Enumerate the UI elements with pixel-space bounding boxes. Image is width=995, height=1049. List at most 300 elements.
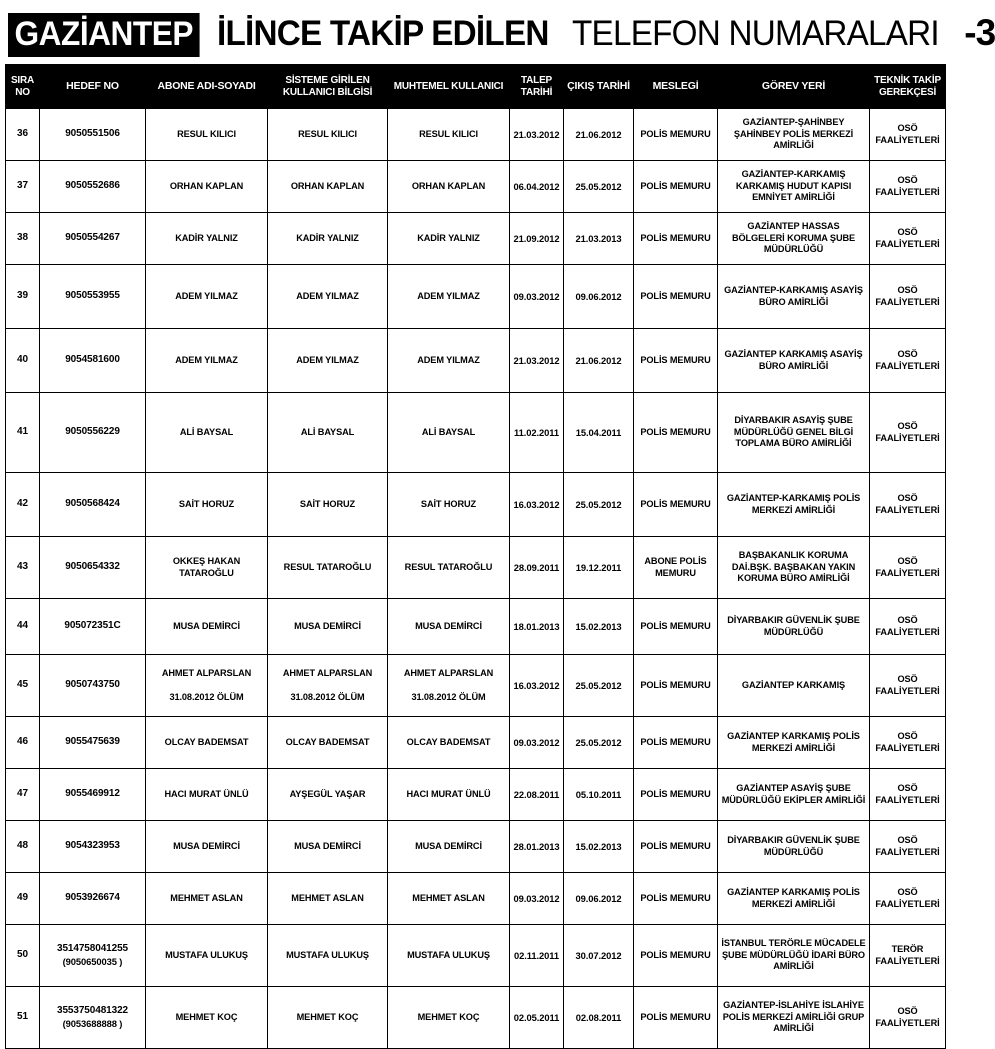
- cell-cikis-tarihi: [564, 925, 634, 987]
- cell-muhtemel-kullanici-value: AHMET ALPARSLAN: [403, 668, 494, 678]
- cell-meslegi-value: POLİS MEMURU: [640, 498, 711, 509]
- col-header-line: MESLEGİ: [652, 79, 699, 92]
- cell-gorev-yeri: [718, 473, 870, 537]
- page-title: [0, 0, 995, 64]
- cell-sisteme-girilen-kullanici-value: ORHAN KAPLAN: [290, 180, 365, 191]
- cell-hedef-no: [40, 213, 146, 265]
- cell-cikis-tarihi: [564, 599, 634, 655]
- cell-meslegi-value: POLİS MEMURU: [640, 426, 711, 437]
- cell-gorev-yeri: [718, 265, 870, 329]
- col-header-sira-no: [6, 65, 40, 109]
- cell-cikis-tarihi: [564, 473, 634, 537]
- cell-meslegi: [634, 821, 718, 873]
- cell-teknik-takip-gerekcesi: [870, 213, 946, 265]
- table-row: [6, 393, 946, 473]
- table-row: [6, 329, 946, 393]
- cell-hedef-no-value: 9050551506: [65, 128, 120, 140]
- cell-hedef-no-value: 9050568424: [65, 498, 120, 510]
- cell-sisteme-girilen-kullanici: [268, 265, 388, 329]
- col-header-meslegi: [634, 65, 718, 109]
- cell-muhtemel-kullanici: [388, 873, 510, 925]
- table-header: [6, 65, 946, 109]
- cell-cikis-tarihi: [564, 769, 634, 821]
- cell-hedef-no: [40, 537, 146, 599]
- title-bold-part: İLİNCE TAKİP EDİLEN: [216, 14, 549, 53]
- cell-gorev-yeri: [718, 109, 870, 161]
- cell-abone-adi-soyadi-value: OKKEŞ HAKAN TATAROĞLU: [172, 556, 241, 578]
- cell-cikis-tarihi-value: 25.05.2012: [575, 180, 622, 192]
- cell-teknik-takip-gerekcesi-value: OSÖ FAALİYETLERİ: [875, 674, 940, 696]
- cell-sisteme-girilen-kullanici-value: RESUL TATAROĞLU: [283, 561, 372, 572]
- cell-sira-no: [6, 599, 40, 655]
- cell-teknik-takip-gerekcesi-value: OSÖ FAALİYETLERİ: [875, 887, 940, 909]
- cell-muhtemel-kullanici-value: RESUL TATAROĞLU: [404, 561, 493, 572]
- cell-sira-no-value: 50: [17, 949, 28, 961]
- cell-hedef-no-value: 9054323953: [65, 840, 120, 852]
- cell-teknik-takip-gerekcesi: [870, 329, 946, 393]
- cell-muhtemel-kullanici-value: MEHMET KOÇ: [417, 1011, 480, 1022]
- col-header-gorev-yeri: [718, 65, 870, 109]
- table-row: [6, 987, 946, 1049]
- cell-sisteme-girilen-kullanici: [268, 393, 388, 473]
- cell-sisteme-girilen-kullanici-value: ADEM YILMAZ: [296, 354, 359, 365]
- cell-hedef-no: [40, 925, 146, 987]
- cell-muhtemel-kullanici-value: MUSTAFA ULUKUŞ: [407, 949, 490, 960]
- cell-sira-no-value: 47: [17, 788, 28, 800]
- cell-gorev-yeri-value: GAZİANTEP-KARKAMIŞ KARKAMIŞ HUDUT KAPISI EMNİYET AMİRLİĞİ: [735, 169, 852, 203]
- cell-sira-no-value: 41: [17, 426, 28, 438]
- cell-meslegi-value: POLİS MEMURU: [640, 180, 711, 191]
- cell-cikis-tarihi: [564, 393, 634, 473]
- cell-gorev-yeri: [718, 599, 870, 655]
- cell-teknik-takip-gerekcesi: [870, 473, 946, 537]
- cell-talep-tarihi-value: 16.03.2012: [513, 679, 560, 691]
- cell-sisteme-girilen-kullanici-value: OLCAY BADEMSAT: [285, 736, 370, 747]
- cell-sira-no-value: 45: [17, 679, 28, 691]
- table-row: [6, 655, 946, 717]
- cell-hedef-no-value: 9050556229: [65, 426, 120, 438]
- table-row: [6, 873, 946, 925]
- cell-gorev-yeri-value: GAZİANTEP-İSLAHİYE İSLAHİYE POLİS MERKEZİ AMİRLİĞİ GRUP AMİRLİĞİ: [722, 1000, 865, 1034]
- cell-cikis-tarihi: [564, 873, 634, 925]
- cell-cikis-tarihi-value: 21.03.2013: [575, 232, 622, 244]
- cell-sisteme-girilen-kullanici: [268, 537, 388, 599]
- cell-sisteme-girilen-kullanici-value: MUSA DEMİRCİ: [294, 840, 361, 851]
- cell-sisteme-girilen-kullanici: [268, 161, 388, 213]
- cell-sira-no: [6, 393, 40, 473]
- cell-cikis-tarihi: [564, 329, 634, 393]
- table-row: [6, 821, 946, 873]
- cell-teknik-takip-gerekcesi: [870, 925, 946, 987]
- cell-sisteme-girilen-kullanici-value: ALİ BAYSAL: [300, 426, 355, 437]
- col-header-cikis-tarihi: [564, 65, 634, 109]
- cell-hedef-no-value: 9054581600: [65, 354, 120, 366]
- cell-hedef-no-value: 9050654332: [65, 561, 120, 573]
- cell-muhtemel-kullanici-value: ALİ BAYSAL: [421, 426, 476, 437]
- cell-abone-adi-soyadi: [146, 873, 268, 925]
- cell-sira-no: [6, 161, 40, 213]
- cell-gorev-yeri: [718, 925, 870, 987]
- cell-gorev-yeri-value: GAZİANTEP-ŞAHİNBEY ŞAHİNBEY POLİS MERKEZİ AMİRLİĞİ: [733, 117, 854, 151]
- phone-tracking-table: [5, 64, 946, 1049]
- cell-gorev-yeri-value: GAZİANTEP KARKAMIŞ POLİS MERKEZİ AMİRLİĞİ: [727, 731, 860, 753]
- cell-teknik-takip-gerekcesi-value: OSÖ FAALİYETLERİ: [875, 835, 940, 857]
- cell-meslegi: [634, 873, 718, 925]
- cell-muhtemel-kullanici: [388, 987, 510, 1049]
- cell-meslegi-value: POLİS MEMURU: [640, 949, 711, 960]
- cell-talep-tarihi-value: 06.04.2012: [513, 180, 560, 192]
- cell-talep-tarihi-value: 02.05.2011: [513, 1011, 560, 1023]
- cell-hedef-no: [40, 821, 146, 873]
- cell-gorev-yeri: [718, 987, 870, 1049]
- cell-sisteme-girilen-kullanici-value: MEHMET KOÇ: [296, 1011, 359, 1022]
- cell-sira-no: [6, 873, 40, 925]
- cell-sira-no: [6, 473, 40, 537]
- cell-cikis-tarihi: [564, 717, 634, 769]
- cell-cikis-tarihi-value: 09.06.2012: [575, 892, 622, 904]
- cell-abone-adi-soyadi: [146, 473, 268, 537]
- cell-cikis-tarihi-value: 25.05.2012: [575, 679, 622, 691]
- col-header-abone-adi-soyadi: [146, 65, 268, 109]
- cell-meslegi: [634, 393, 718, 473]
- cell-meslegi-value: POLİS MEMURU: [640, 128, 711, 139]
- cell-abone-adi-soyadi: [146, 329, 268, 393]
- cell-cikis-tarihi-value: 25.05.2012: [575, 736, 622, 748]
- cell-muhtemel-kullanici-value: MUSA DEMİRCİ: [415, 840, 482, 851]
- cell-sira-no-value: 43: [17, 561, 28, 573]
- cell-abone-adi-soyadi-value: RESUL KILICI: [177, 128, 236, 139]
- cell-talep-tarihi-value: 09.03.2012: [513, 736, 560, 748]
- cell-teknik-takip-gerekcesi-value: OSÖ FAALİYETLERİ: [875, 556, 940, 578]
- cell-cikis-tarihi-value: 15.02.2013: [575, 620, 622, 632]
- cell-sira-no-value: 40: [17, 354, 28, 366]
- cell-gorev-yeri-value: İSTANBUL TERÖRLE MÜCADELE ŞUBE MÜDÜRLÜĞÜ İDARİ BÜRO AMİRLİĞİ: [721, 938, 866, 972]
- cell-muhtemel-kullanici-value: MUSA DEMİRCİ: [415, 620, 482, 631]
- table-body: [6, 109, 946, 1049]
- cell-teknik-takip-gerekcesi: [870, 655, 946, 717]
- cell-sira-no: [6, 821, 40, 873]
- cell-hedef-no-value: 3553750481322: [57, 1005, 128, 1017]
- col-header-line: TALEP: [520, 75, 553, 87]
- cell-meslegi: [634, 987, 718, 1049]
- cell-teknik-takip-gerekcesi-value: OSÖ FAALİYETLERİ: [875, 349, 940, 371]
- cell-cikis-tarihi: [564, 655, 634, 717]
- cell-hedef-no: [40, 655, 146, 717]
- cell-meslegi-value: POLİS MEMURU: [640, 788, 711, 799]
- table-row: [6, 473, 946, 537]
- cell-sisteme-girilen-kullanici: [268, 925, 388, 987]
- cell-meslegi: [634, 473, 718, 537]
- cell-meslegi-value: ABONE POLİS MEMURU: [644, 556, 707, 578]
- cell-sisteme-girilen-kullanici: [268, 717, 388, 769]
- table-row: [6, 599, 946, 655]
- cell-teknik-takip-gerekcesi-value: OSÖ FAALİYETLERİ: [875, 175, 940, 197]
- cell-abone-adi-soyadi: [146, 109, 268, 161]
- cell-abone-adi-soyadi: [146, 161, 268, 213]
- cell-hedef-no: [40, 599, 146, 655]
- cell-talep-tarihi: [510, 769, 564, 821]
- cell-hedef-no-value: 9055469912: [65, 788, 120, 800]
- cell-hedef-no-value: 9053926674: [65, 892, 120, 904]
- table-row: [6, 109, 946, 161]
- cell-teknik-takip-gerekcesi: [870, 873, 946, 925]
- cell-abone-adi-soyadi-value: MEHMET ASLAN: [170, 892, 243, 903]
- cell-sisteme-girilen-kullanici-value: MEHMET ASLAN: [291, 892, 364, 903]
- cell-abone-adi-soyadi-value: MEHMET KOÇ: [175, 1011, 238, 1022]
- cell-sira-no: [6, 329, 40, 393]
- cell-abone-adi-soyadi: [146, 925, 268, 987]
- cell-muhtemel-kullanici-value: OLCAY BADEMSAT: [406, 736, 491, 747]
- title-highlight-city: GAZİANTEP: [8, 13, 200, 57]
- cell-talep-tarihi: [510, 821, 564, 873]
- cell-talep-tarihi-value: 11.02.2011: [514, 426, 559, 438]
- cell-gorev-yeri-value: GAZİANTEP HASSAS BÖLGELERİ KORUMA ŞUBE MÜDÜRLÜĞÜ: [731, 221, 856, 255]
- cell-meslegi: [634, 161, 718, 213]
- cell-talep-tarihi-value: 09.03.2012: [513, 892, 560, 904]
- col-header-line: SİSTEME GİRİLEN: [285, 75, 370, 87]
- cell-teknik-takip-gerekcesi-value: OSÖ FAALİYETLERİ: [875, 1006, 940, 1028]
- cell-sisteme-girilen-kullanici-value: KADİR YALNIZ: [296, 232, 359, 243]
- cell-sira-no: [6, 987, 40, 1049]
- col-header-line: NO: [15, 86, 30, 98]
- cell-gorev-yeri: [718, 213, 870, 265]
- cell-sira-no-value: 51: [17, 1011, 28, 1023]
- cell-cikis-tarihi: [564, 537, 634, 599]
- title-light-part: TELEFON NUMARALARI: [572, 14, 939, 53]
- col-header-line: MUHTEMEL KULLANICI: [393, 80, 504, 92]
- cell-teknik-takip-gerekcesi-value: OSÖ FAALİYETLERİ: [875, 615, 940, 637]
- cell-abone-adi-soyadi-value: ADEM YILMAZ: [175, 354, 238, 365]
- cell-gorev-yeri: [718, 769, 870, 821]
- cell-sira-no-value: 44: [17, 620, 28, 632]
- cell-hedef-no: [40, 161, 146, 213]
- cell-sisteme-girilen-kullanici-value: RESUL KILICI: [298, 128, 357, 139]
- cell-sira-no-value: 38: [17, 232, 28, 244]
- col-header-line: TEKNİK TAKİP: [874, 75, 941, 87]
- cell-cikis-tarihi-value: 21.06.2012: [575, 128, 622, 140]
- cell-talep-tarihi: [510, 873, 564, 925]
- cell-sira-no-value: 49: [17, 892, 28, 904]
- cell-abone-adi-soyadi: [146, 987, 268, 1049]
- col-header-line: ÇIKIŞ TARİHİ: [567, 79, 630, 92]
- cell-talep-tarihi: [510, 599, 564, 655]
- cell-hedef-no-secondary: (9053688888 ): [62, 1017, 123, 1029]
- cell-sisteme-girilen-kullanici: [268, 987, 388, 1049]
- cell-hedef-no: [40, 109, 146, 161]
- cell-muhtemel-kullanici: [388, 655, 510, 717]
- cell-gorev-yeri: [718, 161, 870, 213]
- cell-cikis-tarihi-value: 02.08.2011: [575, 1011, 622, 1023]
- cell-talep-tarihi-value: 18.01.2013: [513, 620, 560, 632]
- cell-sira-no: [6, 213, 40, 265]
- cell-cikis-tarihi: [564, 161, 634, 213]
- cell-gorev-yeri-value: GAZİANTEP-KARKAMIŞ ASAYİŞ BÜRO AMİRLİĞİ: [724, 285, 863, 307]
- cell-gorev-yeri: [718, 873, 870, 925]
- cell-talep-tarihi: [510, 393, 564, 473]
- cell-meslegi: [634, 109, 718, 161]
- cell-muhtemel-kullanici: [388, 717, 510, 769]
- cell-teknik-takip-gerekcesi: [870, 109, 946, 161]
- cell-talep-tarihi: [510, 987, 564, 1049]
- cell-teknik-takip-gerekcesi: [870, 769, 946, 821]
- cell-gorev-yeri-value: GAZİANTEP ASAYİŞ ŞUBE MÜDÜRLÜĞÜ EKİPLER AMİRLİĞİ: [721, 783, 866, 805]
- cell-abone-adi-soyadi: [146, 393, 268, 473]
- cell-cikis-tarihi-value: 15.02.2013: [575, 840, 622, 852]
- cell-hedef-no: [40, 873, 146, 925]
- cell-meslegi-value: POLİS MEMURU: [640, 679, 711, 690]
- cell-teknik-takip-gerekcesi-value: OSÖ FAALİYETLERİ: [875, 421, 940, 443]
- cell-sisteme-girilen-kullanici: [268, 655, 388, 717]
- title-part-number: -3: [964, 12, 995, 53]
- cell-talep-tarihi: [510, 925, 564, 987]
- cell-abone-adi-soyadi: [146, 655, 268, 717]
- cell-abone-adi-soyadi: [146, 769, 268, 821]
- cell-cikis-tarihi-value: 21.06.2012: [575, 354, 622, 366]
- cell-meslegi: [634, 599, 718, 655]
- cell-cikis-tarihi-value: 19.12.2011: [575, 561, 622, 573]
- cell-hedef-no: [40, 473, 146, 537]
- cell-talep-tarihi-value: 28.01.2013: [513, 840, 560, 852]
- col-header-muhtemel-kullanici: [388, 65, 510, 109]
- cell-hedef-no: [40, 393, 146, 473]
- cell-abone-adi-soyadi-value: AHMET ALPARSLAN: [161, 668, 252, 678]
- cell-gorev-yeri: [718, 655, 870, 717]
- cell-hedef-no-value: 3514758041255: [57, 943, 128, 955]
- cell-talep-tarihi: [510, 537, 564, 599]
- cell-sira-no-value: 39: [17, 290, 28, 302]
- cell-hedef-no-value: 9050553955: [65, 290, 120, 302]
- cell-talep-tarihi-value: 28.09.2011: [513, 561, 560, 573]
- cell-talep-tarihi: [510, 213, 564, 265]
- cell-muhtemel-kullanici-value: MEHMET ASLAN: [412, 892, 485, 903]
- cell-muhtemel-kullanici: [388, 537, 510, 599]
- cell-abone-adi-soyadi-value: KADİR YALNIZ: [175, 232, 238, 243]
- cell-sisteme-girilen-kullanici: [268, 599, 388, 655]
- cell-muhtemel-kullanici-value: HACI MURAT ÜNLÜ: [406, 788, 491, 799]
- cell-sira-no: [6, 655, 40, 717]
- cell-talep-tarihi: [510, 329, 564, 393]
- cell-talep-tarihi-value: 21.03.2012: [513, 354, 560, 366]
- cell-muhtemel-kullanici: [388, 213, 510, 265]
- cell-gorev-yeri-value: GAZİANTEP KARKAMIŞ: [741, 679, 846, 690]
- cell-meslegi: [634, 769, 718, 821]
- cell-sisteme-girilen-kullanici: [268, 213, 388, 265]
- cell-teknik-takip-gerekcesi-value: OSÖ FAALİYETLERİ: [875, 123, 940, 145]
- cell-meslegi: [634, 717, 718, 769]
- cell-muhtemel-kullanici: [388, 393, 510, 473]
- cell-sira-no: [6, 109, 40, 161]
- col-header-talep-tarihi: [510, 65, 564, 109]
- cell-teknik-takip-gerekcesi: [870, 717, 946, 769]
- cell-muhtemel-kullanici-value: RESUL KILICI: [419, 128, 478, 139]
- cell-muhtemel-kullanici: [388, 109, 510, 161]
- col-header-line: HEDEF NO: [66, 79, 119, 92]
- col-header-line: TARİHİ: [520, 86, 553, 98]
- cell-abone-adi-soyadi-value: ADEM YILMAZ: [175, 290, 238, 301]
- cell-abone-adi-soyadi: [146, 537, 268, 599]
- cell-meslegi-value: POLİS MEMURU: [640, 892, 711, 903]
- cell-gorev-yeri-value: DİYARBAKIR GÜVENLİK ŞUBE MÜDÜRLÜĞÜ: [727, 835, 860, 857]
- cell-hedef-no-value: 9050554267: [65, 232, 120, 244]
- cell-gorev-yeri-value: GAZİANTEP-KARKAMIŞ POLİS MERKEZİ AMİRLİĞİ: [726, 493, 861, 515]
- cell-sira-no: [6, 925, 40, 987]
- cell-gorev-yeri-value: DİYARBAKIR GÜVENLİK ŞUBE MÜDÜRLÜĞÜ: [727, 615, 860, 637]
- table-row: [6, 717, 946, 769]
- table-row: [6, 265, 946, 329]
- table-row: [6, 161, 946, 213]
- cell-cikis-tarihi: [564, 109, 634, 161]
- col-header-sisteme-girilen-kullanici-bilgisi: [268, 65, 388, 109]
- cell-sira-no-value: 37: [17, 180, 28, 192]
- cell-muhtemel-kullanici-secondary: 31.08.2012 ÖLÜM: [411, 691, 486, 702]
- cell-muhtemel-kullanici: [388, 329, 510, 393]
- cell-gorev-yeri: [718, 393, 870, 473]
- cell-cikis-tarihi-value: 15.04.2011: [575, 426, 622, 438]
- cell-abone-adi-soyadi: [146, 265, 268, 329]
- cell-gorev-yeri: [718, 329, 870, 393]
- cell-gorev-yeri: [718, 821, 870, 873]
- cell-teknik-takip-gerekcesi-value: OSÖ FAALİYETLERİ: [875, 285, 940, 307]
- cell-meslegi: [634, 213, 718, 265]
- cell-cikis-tarihi-value: 09.06.2012: [575, 290, 622, 302]
- cell-gorev-yeri-value: GAZİANTEP KARKAMIŞ ASAYİŞ BÜRO AMİRLİĞİ: [724, 349, 863, 371]
- cell-muhtemel-kullanici-value: SAİT HORUZ: [420, 498, 477, 509]
- col-header-line: ABONE ADI-SOYADI: [157, 79, 256, 92]
- cell-meslegi: [634, 537, 718, 599]
- col-header-hedef-no: [40, 65, 146, 109]
- cell-muhtemel-kullanici: [388, 473, 510, 537]
- cell-sisteme-girilen-kullanici: [268, 769, 388, 821]
- cell-cikis-tarihi-value: 05.10.2011: [575, 788, 622, 800]
- cell-sisteme-girilen-kullanici-value: AYŞEGÜL YAŞAR: [289, 788, 366, 799]
- cell-sisteme-girilen-kullanici: [268, 329, 388, 393]
- cell-talep-tarihi: [510, 655, 564, 717]
- cell-cikis-tarihi: [564, 821, 634, 873]
- cell-hedef-no-value: 9050743750: [65, 679, 120, 691]
- cell-meslegi: [634, 655, 718, 717]
- cell-sisteme-girilen-kullanici: [268, 473, 388, 537]
- cell-sira-no-value: 46: [17, 736, 28, 748]
- cell-sisteme-girilen-kullanici: [268, 821, 388, 873]
- cell-abone-adi-soyadi-value: ALİ BAYSAL: [179, 426, 234, 437]
- cell-teknik-takip-gerekcesi-value: OSÖ FAALİYETLERİ: [875, 493, 940, 515]
- cell-abone-adi-soyadi-value: OLCAY BADEMSAT: [164, 736, 249, 747]
- cell-sisteme-girilen-kullanici: [268, 109, 388, 161]
- cell-meslegi: [634, 925, 718, 987]
- col-header-teknik-takip-gerekcesi: [870, 65, 946, 109]
- cell-abone-adi-soyadi-value: HACI MURAT ÜNLÜ: [164, 788, 249, 799]
- table-row: [6, 537, 946, 599]
- cell-cikis-tarihi: [564, 213, 634, 265]
- cell-teknik-takip-gerekcesi-value: OSÖ FAALİYETLERİ: [875, 731, 940, 753]
- cell-muhtemel-kullanici-value: KADİR YALNIZ: [417, 232, 480, 243]
- cell-meslegi-value: POLİS MEMURU: [640, 620, 711, 631]
- cell-teknik-takip-gerekcesi: [870, 161, 946, 213]
- cell-gorev-yeri: [718, 717, 870, 769]
- cell-muhtemel-kullanici-value: ADEM YILMAZ: [417, 354, 480, 365]
- cell-muhtemel-kullanici: [388, 161, 510, 213]
- cell-sira-no: [6, 265, 40, 329]
- cell-teknik-takip-gerekcesi: [870, 987, 946, 1049]
- cell-abone-adi-soyadi-value: MUSTAFA ULUKUŞ: [165, 949, 248, 960]
- cell-abone-adi-soyadi: [146, 821, 268, 873]
- cell-abone-adi-soyadi-secondary: 31.08.2012 ÖLÜM: [169, 691, 244, 702]
- cell-talep-tarihi: [510, 161, 564, 213]
- table-header-row: [6, 65, 946, 109]
- cell-gorev-yeri: [718, 537, 870, 599]
- cell-talep-tarihi-value: 09.03.2012: [513, 290, 560, 302]
- cell-meslegi-value: POLİS MEMURU: [640, 1011, 711, 1022]
